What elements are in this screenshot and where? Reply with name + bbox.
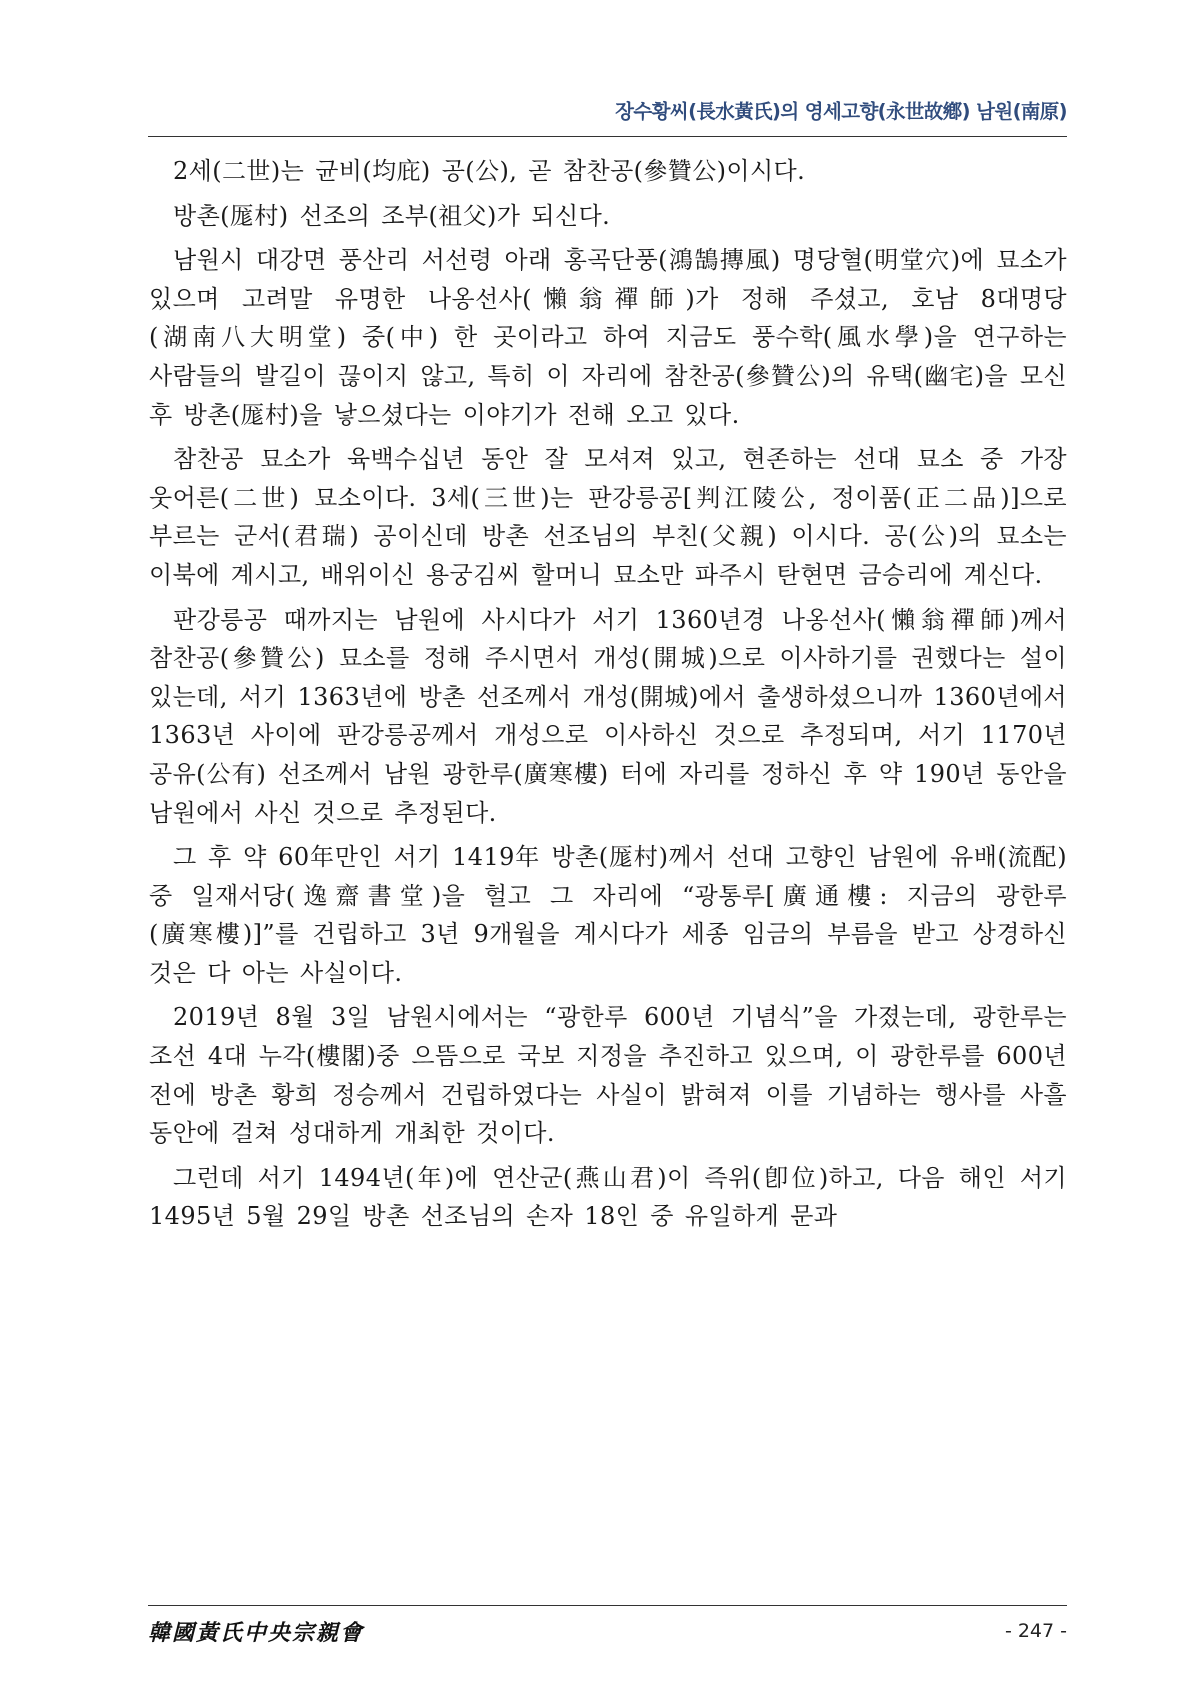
paragraph: 참찬공 묘소가 육백수십년 동안 잘 모셔져 있고, 현존하는 선대 묘소 중 가장 웃어른(二世) 묘소이다. 3세(三世)는 판강릉공[判江陵公, 정이품(正二品)]으로 부르는 군서(君瑞) 공이신데 방촌 선조님의 부친(父親) 이시다. 공(公)의 묘소는 이북에 계시고, 배위이신 용궁김씨 할머니 묘소만 파주시 탄현면 금승리에 계신다. [149, 445, 1067, 589]
paragraph: 방촌(厖村) 선조의 조부(祖父)가 되신다. [173, 201, 611, 230]
footer-organization-logo: 韓國黃氏中央宗親會 [148, 1620, 365, 1646]
paragraph: 그 후 약 60年만인 서기 1419年 방촌(厖村)께서 선대 고향인 남원에 유배(流配) 중 일재서당(逸齋書堂)을 헐고 그 자리에 “광통루[廣通樓: 지금의 광한루(廣寒樓)]”를 건립하고 3년 9개월을 계시다가 세종 임금의 부름을 받고 상경하신 것은 다 아는 사실이다. [149, 843, 1067, 987]
body-text [149, 152, 1067, 1242]
paragraph: 2019년 8월 3일 남원시에서는 “광한루 600년 기념식”을 가졌는데, 광한루는 조선 4대 누각(樓閣)중 으뜸으로 국보 지정을 추진하고 있으며, 이 광한루를 600년 전에 방촌 황희 정승께서 건립하였다는 사실이 밝혀져 이를 기념하는 행사를 사흘 동안에 걸쳐 성대하게 개최한 것이다. [149, 1003, 1067, 1148]
paragraph: 2세(二世)는 균비(均庇) 공(公), 곧 참찬공(參贊公)이시다. [173, 157, 806, 185]
paragraph: 판강릉공 때까지는 남원에 사시다가 서기 1360년경 나옹선사(懶翁禪師)께서 참찬공(參贊公) 묘소를 정해 주시면서 개성(開城)으로 이사하기를 권했다는 설이 있는데, 서기 1363년에 방촌 선조께서 개성(開城)에서 출생하셨으니까 1360년에서 1363년 사이에 판강릉공께서 개성으로 이사하신 것으로 추정되며, 서기 1170년 공유(公有) 선조께서 남원 광한루(廣寒樓) 터에 자리를 정하신 후 약 190년 동안을 남원에서 사신 것으로 추정된다. [149, 605, 1067, 827]
page-footer [148, 1605, 1067, 1654]
running-header-title: 장수황씨(長水黃氏)의 영세고향(永世故鄕) 남원(南原) [615, 100, 1067, 123]
paragraph: 그런데 서기 1494년(年)에 연산군(燕山君)이 즉위(卽位)하고, 다음 해인 서기 1495년 5월 29일 방촌 선조님의 손자 18인 중 유일하게 문과 [149, 1163, 1067, 1231]
paragraph: 남원시 대강면 풍산리 서선령 아래 홍곡단풍(鴻鵠摶風) 명당혈(明堂穴)에 묘소가 있으며 고려말 유명한 나옹선사(懶翁禪師)가 정해 주셨고, 호남 8대명당(湖南八大明堂) 중(中) 한 곳이라고 하여 지금도 풍수학(風水學)을 연구하는 사람들의 발길이 끊이지 않고, 특히 이 자리에 참찬공(參贊公)의 유택(幽宅)을 모신 후 방촌(厖村)을 낳으셨다는 이야기가 전해 오고 있다. [149, 246, 1067, 429]
page-number: - 247 - [1004, 1620, 1067, 1642]
page-header [148, 94, 1067, 137]
